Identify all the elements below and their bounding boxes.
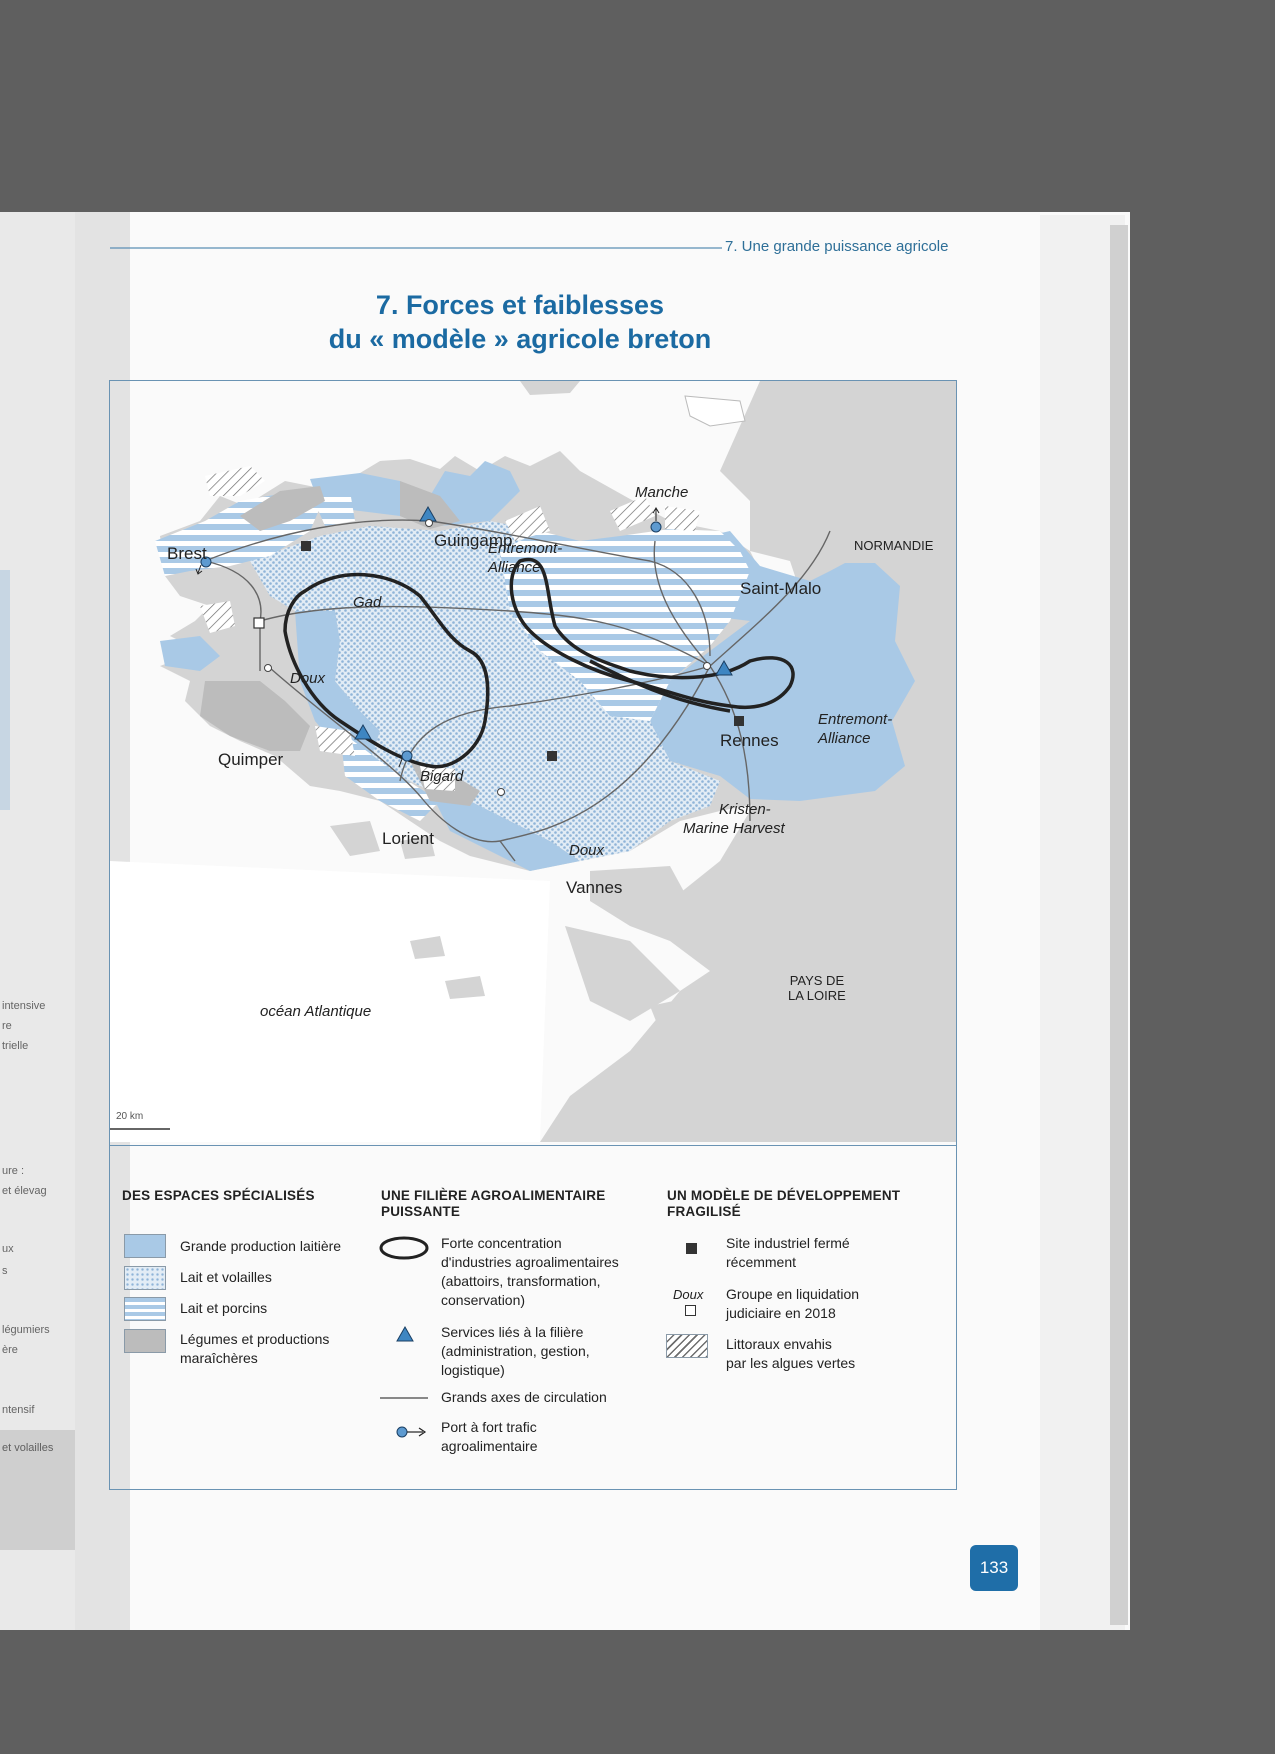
title-line: 7. Forces et faiblesses [375,290,665,320]
region-label: NORMANDIE [854,538,934,553]
legend-label: Lait et volailles [180,1269,272,1285]
page-title [260,288,780,356]
margin-text: re [2,1020,12,1032]
legend-heading: DES ESPACES SPÉCIALISÉS [122,1188,315,1203]
legend-label-line: logistique) [441,1362,505,1378]
margin-text: et élevag [2,1185,47,1197]
title-line: du « modèle » agricole breton [328,324,712,354]
margin-text: ère [2,1344,18,1356]
company-label-line: Alliance [488,559,541,576]
square-icon [734,716,744,726]
triangle-icon [396,1326,414,1342]
legend-label: Grands axes de circulation [441,1389,607,1405]
legend-label [441,1234,619,1310]
margin-text: légumiers [2,1324,50,1336]
company-label-line: Alliance [818,730,871,747]
legend-label [726,1285,859,1323]
legend-label-line: par les algues vertes [726,1355,856,1371]
legend-label [726,1335,855,1373]
legend-heading-line: UN MODÈLE DE DÉVELOPPEMENT [667,1188,901,1203]
company-label-line: Entremont- [818,711,893,728]
legend-label [441,1418,538,1456]
square-icon [686,1243,697,1254]
legend-label-line: Services liés à la filière [441,1324,584,1340]
company-label-doux: Doux [290,670,326,687]
legend-heading [667,1188,900,1220]
map-legend [110,1145,956,1490]
margin-text: ure : [2,1165,25,1177]
legend-label-line: conservation) [441,1292,526,1308]
sea-label: Manche [635,484,689,501]
company-label-entremont [818,710,892,748]
company-label-line: Entremont- [488,540,563,557]
company-label-doux: Doux [569,842,605,859]
swatch-dairy [124,1234,166,1258]
city-label-rennes: Rennes [720,731,779,750]
legend-label-line: Groupe en liquidation [726,1286,860,1302]
company-label-bigard: Bigard [420,768,464,785]
legend-label: Lait et porcins [180,1300,268,1316]
legend-symbol-label: Doux [673,1287,704,1302]
legend-label-line: Site industriel fermé [726,1235,850,1251]
legend-label-line: (administration, gestion, [441,1343,590,1359]
legend-label [726,1234,850,1272]
margin-text: ux [2,1243,14,1255]
legend-label-line: (abattoirs, transformation, [441,1273,601,1289]
company-label-line: Kristen- [719,801,771,818]
square-icon [301,541,311,551]
city-label-brest: Brest [167,544,207,563]
company-label-kristen [683,800,785,838]
loop-symbol-icon [378,1235,432,1263]
legend-label-line: Littoraux envahis [726,1336,832,1352]
legend-label [441,1323,590,1380]
city-label-quimper: Quimper [218,750,284,769]
legend-label-line: maraîchères [180,1350,258,1366]
legend-label-line: Légumes et productions [180,1331,330,1347]
swatch-vegetables [124,1329,166,1353]
region-label-line: LA LOIRE [788,988,846,1003]
margin-text: et volailles [2,1442,54,1454]
region-label-line: PAYS DE [789,973,845,988]
legend-label-line: Forte concentration [441,1235,562,1251]
legend-heading-line: UNE FILIÈRE AGROALIMENTAIRE [381,1188,606,1203]
square-icon [547,751,557,761]
liquidation-square-icon [685,1305,696,1316]
running-header: 7. Une grande puissance agricole [725,238,949,255]
company-label-line: Marine Harvest [683,820,785,837]
legend-label-line: Port à fort trafic [441,1419,537,1435]
legend-label-line: judiciaire en 2018 [726,1305,836,1321]
port-icon [395,1424,429,1440]
legend-label [180,1330,329,1368]
margin-text: s [2,1265,8,1277]
port-icon [651,522,661,532]
axis-line-icon [380,1396,430,1400]
header-rule [110,246,722,250]
margin-text: intensive [2,1000,46,1012]
city-label-lorient: Lorient [382,829,434,848]
margin-text: trielle [2,1040,29,1052]
swatch-green-algae [666,1334,708,1358]
scale-label: 20 km [116,1111,144,1122]
legend-label-line: récemment [726,1254,797,1270]
region-label [788,973,846,1003]
liquidation-square-icon [254,618,264,628]
ocean-label: océan Atlantique [260,1003,372,1020]
city-label-guingamp: Guingamp [434,531,513,550]
legend-heading-line: PUISSANTE [381,1204,461,1219]
legend-label-line: d'industries agroalimentaires [441,1254,619,1270]
city-label-saint-malo: Saint-Malo [740,579,822,598]
company-label-entremont [488,539,562,577]
page-number: 133 [970,1545,1018,1591]
company-label-gad: Gad [353,594,382,611]
legend-heading-line: FRAGILISÉ [667,1204,741,1219]
city-label-vannes: Vannes [566,878,623,897]
legend-heading [381,1188,605,1220]
legend-label: Grande production laitière [180,1238,342,1254]
swatch-milk-poultry [124,1266,166,1290]
map [110,381,956,1142]
margin-text: ntensif [2,1404,35,1416]
port-icon [402,751,412,761]
legend-label-line: agroalimentaire [441,1438,538,1454]
swatch-milk-pork [124,1297,166,1321]
